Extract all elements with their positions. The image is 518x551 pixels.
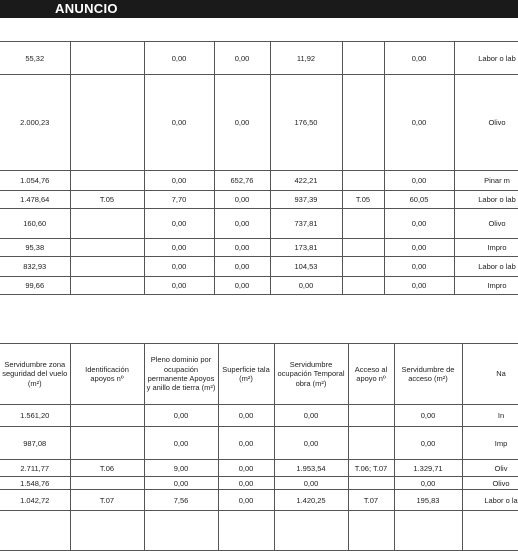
table-cell: 0,00 — [144, 239, 214, 257]
table-cell: 0,00 — [218, 490, 274, 511]
table-cell: 0,00 — [214, 239, 270, 257]
announcement-title: ANUNCIO — [55, 1, 118, 16]
col-header-ocupacion-temporal: Servidumbre ocupación Temporal obra (m²) — [274, 344, 348, 405]
col-header-pleno-dominio: Pleno dominio por ocupación permanente Apoyos y anillo de tierra (m²) — [144, 344, 218, 405]
table-cell: T.05 — [70, 191, 144, 209]
table-cell — [70, 427, 144, 460]
parcel-table-top — [0, 41, 518, 295]
table-cell — [218, 511, 274, 551]
table-cell: 1.561,20 — [0, 405, 70, 427]
table-cell: Olivo — [454, 209, 518, 239]
table-cell: 7,56 — [144, 490, 218, 511]
table-cell: 0,00 — [394, 427, 462, 460]
table-cell: 0,00 — [384, 75, 454, 171]
table-cell: 0,00 — [384, 277, 454, 295]
table-row — [0, 490, 518, 511]
table-cell: Olivo — [462, 477, 518, 490]
table-cell: 0,00 — [214, 209, 270, 239]
table-cell: 0,00 — [384, 257, 454, 277]
table-header-row — [0, 344, 518, 405]
table-cell: Imp — [462, 427, 518, 460]
table-cell: 0,00 — [144, 42, 214, 75]
table-cell: 0,00 — [274, 477, 348, 490]
table-cell: 176,50 — [270, 75, 342, 171]
table-row — [0, 257, 518, 277]
table-cell — [342, 209, 384, 239]
table-cell — [70, 477, 144, 490]
table-cell: 987,08 — [0, 427, 70, 460]
table-cell: 7,70 — [144, 191, 214, 209]
table-cell — [342, 277, 384, 295]
table-cell: 0,00 — [218, 477, 274, 490]
table-cell — [70, 171, 144, 191]
table-cell — [70, 239, 144, 257]
table-row — [0, 42, 518, 75]
table-cell: T.05 — [342, 191, 384, 209]
table-cell: 0,00 — [214, 75, 270, 171]
table-cell — [70, 511, 144, 551]
table-cell — [348, 477, 394, 490]
table-cell: Olivo — [454, 75, 518, 171]
table-cell — [394, 511, 462, 551]
table-cell: 0,00 — [144, 257, 214, 277]
table-cell: 0,00 — [144, 171, 214, 191]
table-cell: 0,00 — [384, 239, 454, 257]
table-cell: 937,39 — [270, 191, 342, 209]
table-cell: 0,00 — [144, 75, 214, 171]
table-cell: T.07 — [70, 490, 144, 511]
table-cell: 1.548,76 — [0, 477, 70, 490]
table-cell: 0,00 — [384, 209, 454, 239]
table-cell: 0,00 — [144, 209, 214, 239]
table-cell — [274, 511, 348, 551]
table-row — [0, 239, 518, 257]
table-cell: 0,00 — [394, 477, 462, 490]
table-cell: 0,00 — [144, 427, 218, 460]
table-cell: 1.329,71 — [394, 460, 462, 477]
table-cell: 0,00 — [214, 42, 270, 75]
table-cell: 0,00 — [214, 257, 270, 277]
table-cell — [348, 427, 394, 460]
table-cell: 1.054,76 — [0, 171, 70, 191]
table-cell: 0,00 — [214, 277, 270, 295]
table-cell: Labor o la — [462, 490, 518, 511]
table-cell: 0,00 — [218, 427, 274, 460]
table-cell: Labor o lab — [454, 191, 518, 209]
table-row — [0, 427, 518, 460]
table-row — [0, 277, 518, 295]
table-cell: 0,00 — [214, 191, 270, 209]
col-header-apoyos: Identificación apoyos nº — [70, 344, 144, 405]
table-cell: 0,00 — [274, 427, 348, 460]
table-cell: 832,93 — [0, 257, 70, 277]
table-cell — [70, 75, 144, 171]
table-cell — [342, 257, 384, 277]
table-cell: T.06 — [70, 460, 144, 477]
table-row — [0, 460, 518, 477]
table-cell — [342, 75, 384, 171]
col-header-acceso-apoyo: Acceso al apoyo nº — [348, 344, 394, 405]
table-cell: 0,00 — [144, 277, 214, 295]
table-cell: 0,00 — [144, 477, 218, 490]
table-cell: 195,83 — [394, 490, 462, 511]
table-cell: 173,81 — [270, 239, 342, 257]
table-cell — [462, 511, 518, 551]
table-cell: 1.420,25 — [274, 490, 348, 511]
table-cell: Pinar m — [454, 171, 518, 191]
table-cell — [70, 209, 144, 239]
table-cell: 422,21 — [270, 171, 342, 191]
table-cell: 2.000,23 — [0, 75, 70, 171]
table-cell — [348, 511, 394, 551]
table-cell — [348, 405, 394, 427]
table-cell: 104,53 — [270, 257, 342, 277]
table-cell: 1.042,72 — [0, 490, 70, 511]
table-cell: 9,00 — [144, 460, 218, 477]
table-cell — [70, 257, 144, 277]
table-cell: 11,92 — [270, 42, 342, 75]
table-cell: Labor o lab — [454, 42, 518, 75]
table-cell: Impro — [454, 277, 518, 295]
table-cell: 0,00 — [144, 405, 218, 427]
table-cell: Labor o lab — [454, 257, 518, 277]
table-cell: Oliv — [462, 460, 518, 477]
table-cell: 1.478,64 — [0, 191, 70, 209]
table-cell — [0, 511, 70, 551]
table-cell — [70, 42, 144, 75]
table-cell: 0,00 — [384, 42, 454, 75]
table-row — [0, 209, 518, 239]
col-header-servidumbre-acceso: Servidumbre de acceso (m²) — [394, 344, 462, 405]
table-cell: 0,00 — [270, 277, 342, 295]
table-cell: 95,38 — [0, 239, 70, 257]
table-cell: 0,00 — [274, 405, 348, 427]
announcement-banner — [0, 0, 518, 18]
table-row — [0, 405, 518, 427]
table-cell — [144, 511, 218, 551]
table-row — [0, 477, 518, 490]
table-cell: 160,60 — [0, 209, 70, 239]
table-row — [0, 511, 518, 551]
table-cell: 1.953,54 — [274, 460, 348, 477]
table-cell — [342, 171, 384, 191]
col-header-vuelo: Servidumbre zona seguridad del vuelo (m²) — [0, 344, 70, 405]
table-cell: In — [462, 405, 518, 427]
table-row — [0, 75, 518, 171]
table-cell: 0,00 — [218, 405, 274, 427]
table-cell — [70, 277, 144, 295]
table-cell: 99,66 — [0, 277, 70, 295]
col-header-tala: Superficie tala (m²) — [218, 344, 274, 405]
table-cell: T.06; T.07 — [348, 460, 394, 477]
table-cell: 0,00 — [394, 405, 462, 427]
table-cell: 55,32 — [0, 42, 70, 75]
table-cell: 60,05 — [384, 191, 454, 209]
table-cell: T.07 — [348, 490, 394, 511]
parcel-table-bottom — [0, 343, 518, 551]
table-cell: 0,00 — [384, 171, 454, 191]
table-cell: Impro — [454, 239, 518, 257]
table-cell: 737,81 — [270, 209, 342, 239]
table-row — [0, 171, 518, 191]
table-cell — [70, 405, 144, 427]
table-row — [0, 191, 518, 209]
table-cell — [342, 239, 384, 257]
table-cell: 2.711,77 — [0, 460, 70, 477]
table-cell: 652,76 — [214, 171, 270, 191]
col-header-naturaleza: Na — [462, 344, 518, 405]
table-cell: 0,00 — [218, 460, 274, 477]
table-cell — [342, 42, 384, 75]
